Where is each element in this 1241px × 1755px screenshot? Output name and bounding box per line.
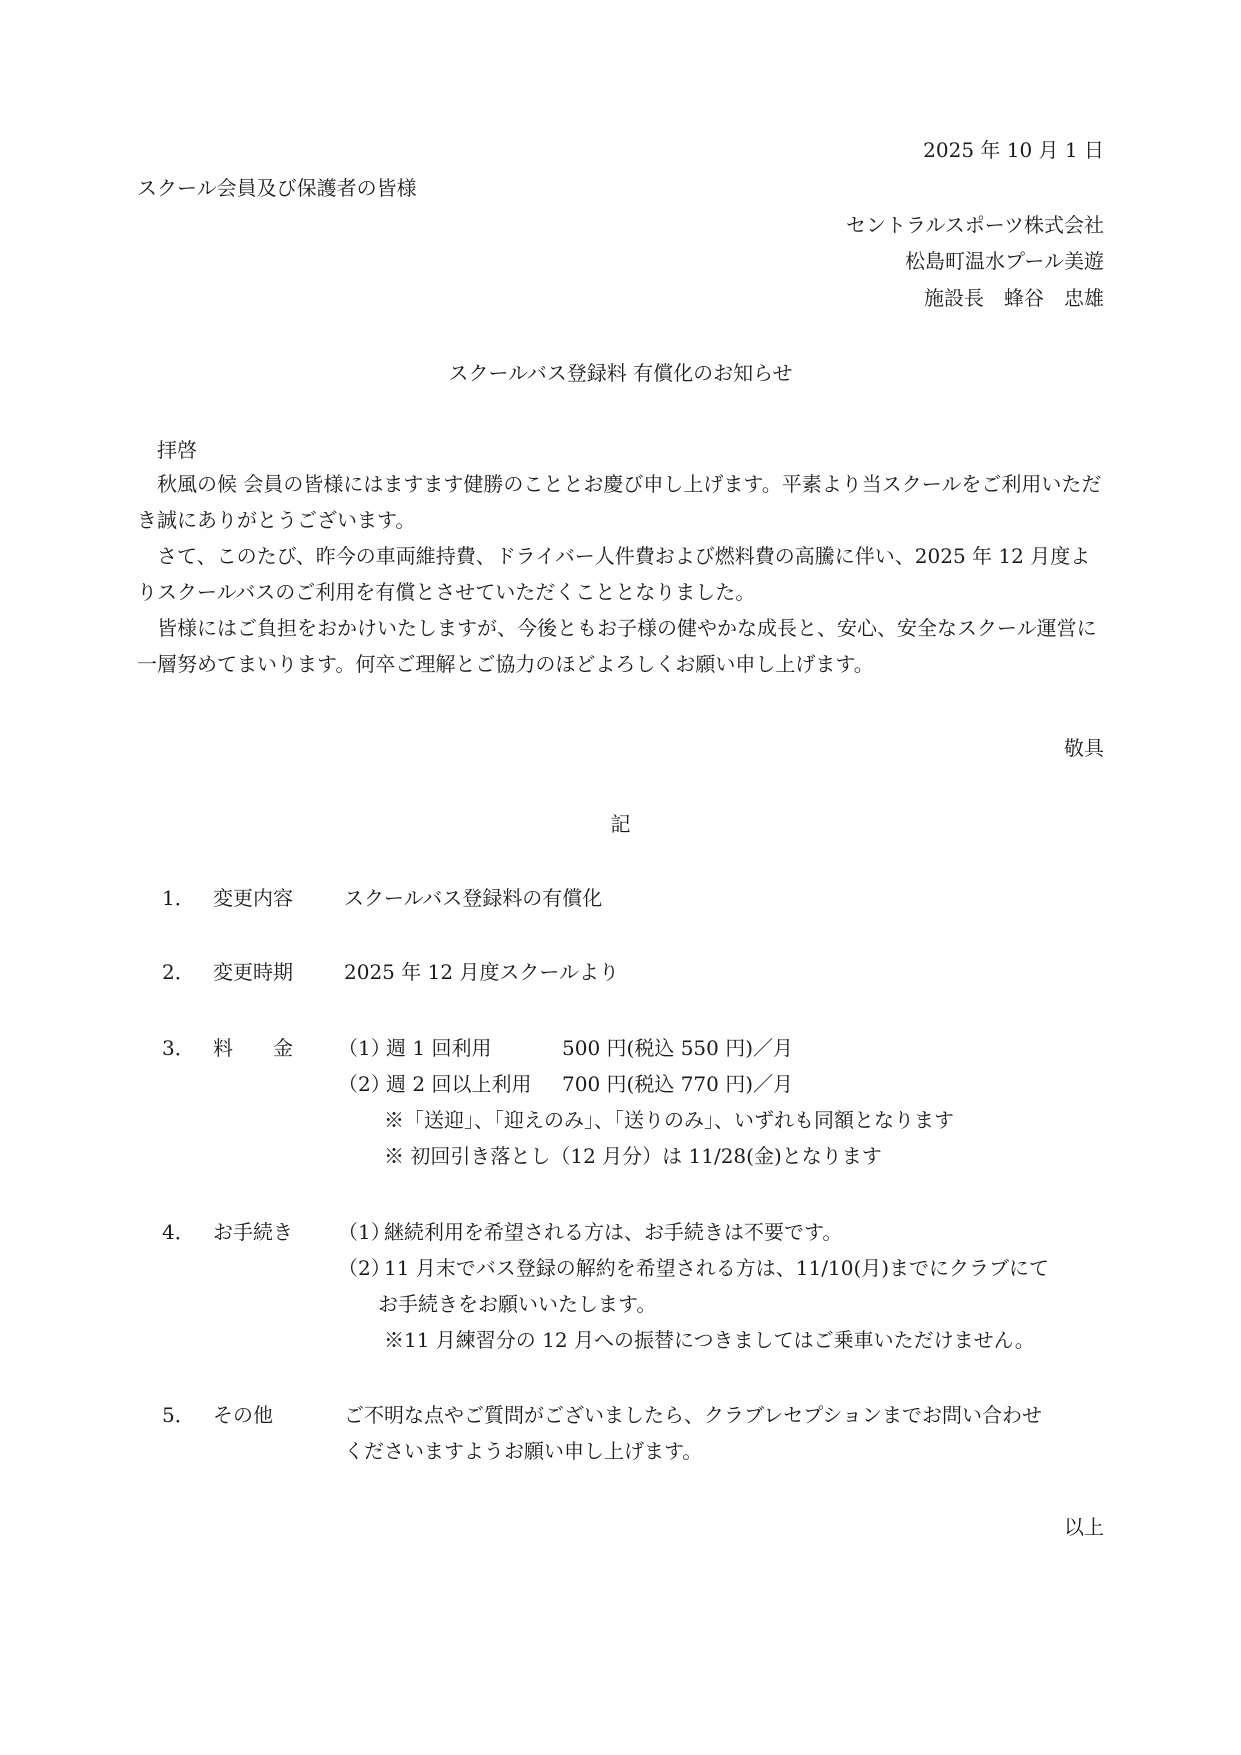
item-3-note-1: ※「送迎」、「迎えのみ」、「送りのみ」、いずれも同額となります	[384, 1108, 954, 1132]
item-4-line-1-mark: （1）	[338, 1220, 391, 1244]
item-1-number: 1．	[162, 886, 195, 910]
item-3-label: 料 金	[213, 1036, 293, 1060]
item-2-number: 2．	[162, 960, 195, 984]
item-5-number: 5．	[162, 1403, 195, 1427]
item-5-line-2: くださいますようお願い申し上げます。	[344, 1439, 703, 1463]
item-4-line-1-text: 継続利用を希望される方は、お手続きは不要です。	[384, 1220, 843, 1244]
sender-facility: 松島町温水プール美遊	[905, 249, 1104, 273]
item-5-label: その他	[213, 1403, 273, 1427]
item-3-line-2-text: 週 2 回以上利用	[386, 1072, 532, 1096]
item-3-line-1-text: 週 1 回利用	[386, 1036, 492, 1060]
item-3-number: 3．	[162, 1036, 195, 1060]
body-paragraph-1: 秋風の候 会員の皆様にはますます健勝のこととお慶び申し上げます。平素より当スクールをご利用いただき誠にありがとうございます。	[137, 472, 1102, 532]
item-3-line-2-mark: （2）	[338, 1072, 391, 1096]
item-4-line-2-continued: お手続きをお願いいたします。	[378, 1292, 657, 1316]
end-ijou: 以上	[1064, 1515, 1104, 1539]
item-4-label: お手続き	[213, 1220, 293, 1244]
item-2-label: 変更時期	[213, 960, 293, 984]
salutation: 拝啓	[157, 438, 197, 462]
item-4-note: ※11 月練習分の 12 月への振替につきましてはご乗車いただけません。	[384, 1328, 1035, 1352]
document-title: スクールバス登録料 有償化のお知らせ	[448, 361, 793, 385]
sender-company: セントラルスポーツ株式会社	[846, 213, 1104, 237]
issue-date: 2025 年 10 月 1 日	[923, 138, 1104, 162]
item-3-line-1-mark: （1）	[338, 1036, 391, 1060]
addressee: スクール会員及び保護者の皆様	[137, 176, 417, 200]
item-4-line-2-mark: （2）	[338, 1256, 391, 1280]
item-1-value: スクールバス登録料の有償化	[344, 886, 603, 910]
item-4-line-2-text: 11 月末でバス登録の解約を希望される方は、11/10(月)までにクラブにて	[384, 1256, 1050, 1280]
body-paragraph-3: 皆様にはご負担をおかけいたしますが、今後ともお子様の健やかな成長と、安心、安全なスクール運営に一層努めてまいります。何卒ご理解とご協力のほどよろしくお願い申し上げます。	[137, 616, 1097, 676]
body-text	[137, 466, 1105, 682]
item-3-note-2: ※ 初回引き落とし（12 月分）は 11/28(金)となります	[384, 1144, 882, 1168]
body-paragraph-2: さて、このたび、昨今の車両維持費、ドライバー人件費および燃料費の高騰に伴い、2025 年 12 月度よりスクールバスのご利用を有償とさせていただくこととなりました。	[137, 544, 1091, 604]
item-2-value: 2025 年 12 月度スクールより	[344, 960, 620, 984]
sender-manager: 施設長 蜂谷 忠雄	[924, 286, 1104, 310]
item-3-line-2-price: 700 円(税込 770 円)／月	[562, 1072, 794, 1096]
item-5-line-1: ご不明な点やご質問がございましたら、クラブレセプションまでお問い合わせ	[344, 1403, 1042, 1427]
item-3-line-1-price: 500 円(税込 550 円)／月	[562, 1036, 794, 1060]
item-1-label: 変更内容	[213, 886, 293, 910]
closing-keigu: 敬具	[1064, 736, 1104, 760]
ki-heading: 記	[610, 812, 631, 836]
item-4-number: 4．	[162, 1220, 195, 1244]
